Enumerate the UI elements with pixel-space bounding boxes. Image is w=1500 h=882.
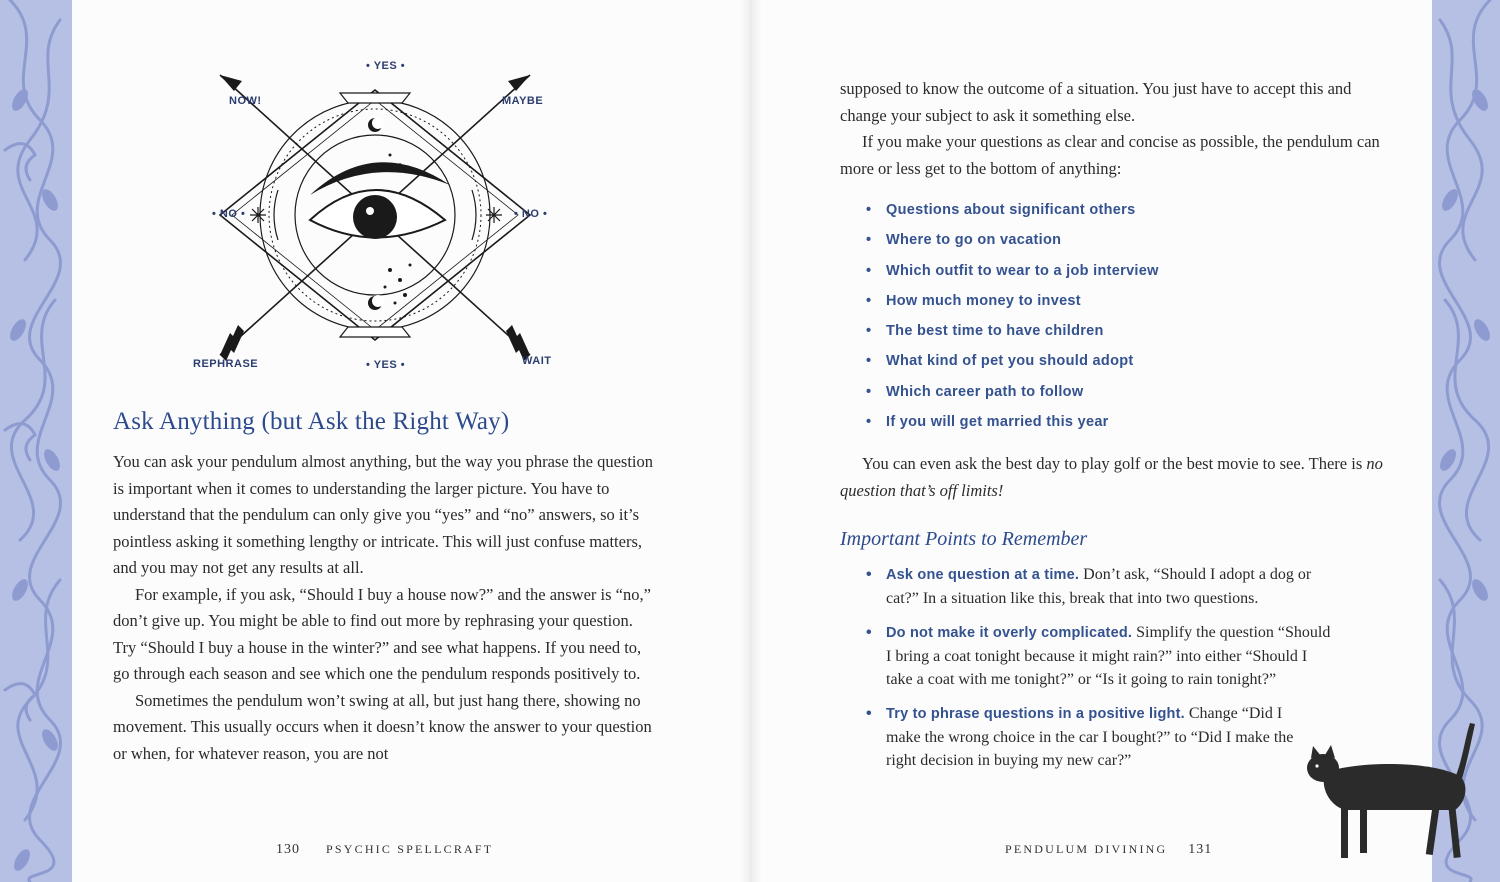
left-floral-border: [0, 0, 72, 882]
list-item: • Questions about significant others: [866, 197, 1159, 227]
list-item: • If you will get married this year: [866, 409, 1159, 439]
running-head: PENDULUM DIVINING: [1005, 842, 1168, 856]
book-gutter: [740, 0, 762, 882]
point-text: Simplify the question “Should I bring a coat tonight because it might rain?” into either “Should I take a coat with me tonight?” or “Is it going to rain tonight?”: [886, 624, 1331, 688]
label-yes-bottom: • YES •: [366, 359, 406, 371]
point-lead: Ask one question at a time.: [886, 567, 1080, 583]
page-number: 131: [1188, 842, 1213, 857]
paragraph-italic: no question that’s off limits!: [840, 454, 1383, 500]
label-maybe: MAYBE: [502, 95, 544, 107]
cat-illustration: [1305, 718, 1485, 863]
list-item: • How much money to invest: [866, 288, 1159, 318]
list-item: • The best time to have children: [866, 318, 1159, 348]
cat-icon: [1305, 718, 1485, 863]
label-rephrase: REPHRASE: [193, 358, 259, 370]
floral-border-pattern: [0, 0, 72, 882]
point-text: Don’t ask, “Should I adopt a dog or cat?” In a situation like this, break that into two questions.: [886, 566, 1312, 607]
label-now: NOW!: [229, 95, 262, 107]
label-yes-top: • YES •: [366, 60, 406, 72]
list-item: [866, 563, 1336, 610]
paragraph: [840, 451, 1390, 504]
point-lead: Try to phrase questions in a positive light.: [886, 706, 1185, 722]
list-item: • Which outfit to wear to a job interview: [866, 258, 1159, 288]
list-item: • Where to go on vacation: [866, 227, 1159, 257]
list-item: • What kind of pet you should adopt: [866, 348, 1159, 378]
footer-right: [1005, 842, 1212, 858]
running-head: PSYCHIC SPELLCRAFT: [326, 842, 494, 856]
paragraph: If you make your questions as clear and concise as possible, the pendulum can more or less get to the bottom of anything:: [840, 132, 1380, 178]
right-body-text-top: [840, 76, 1390, 182]
paragraph-start: You can even ask the best day to play golf or the best movie to see. There is: [862, 454, 1367, 473]
sub-title: Important Points to Remember: [840, 528, 1088, 550]
question-topics-list: [866, 197, 1159, 439]
paragraph: For example, if you ask, “Should I buy a house now?” and the answer is “no,” don’t give up. You might be able to find out more by rephrasing your question. Try “Should I buy a house in the winter?” and see what happens. If you need to, go through each season and see which one the pendulum responds positively to.: [113, 584, 651, 683]
page-number: 130: [276, 842, 300, 857]
paragraph: supposed to know the outcome of a situation. You just have to accept this and change your subject to ask it something else.: [840, 79, 1352, 125]
label-wait: WAIT: [522, 355, 552, 367]
list-item: [866, 621, 1336, 691]
label-no-right: • NO •: [514, 208, 548, 220]
paragraph: You can ask your pendulum almost anything, but the way you phrase the question is important when it comes to understanding the larger picture. You have to understand that the pendulum can only give you “yes” and “no” answers, so it’s pointless asking it something lengthy or intricate. This will just confuse matters, and you may not get any results at all.: [113, 452, 653, 577]
footer-left: [276, 842, 493, 858]
section-title: Ask Anything (but Ask the Right Way): [113, 408, 510, 435]
list-item: • Which career path to follow: [866, 379, 1159, 409]
left-body-text: [113, 449, 658, 767]
paragraph: Sometimes the pendulum won’t swing at all, but just hang there, showing no movement. This usually occurs when it doesn’t know the answer to your question or when, for whatever reason, you are not: [113, 690, 652, 763]
right-body-text-mid: [840, 451, 1390, 504]
label-no-left: • NO •: [212, 208, 246, 220]
point-text: Change “Did I make the wrong choice in the car I bought?” to “Did I make the right decision in buying my new car?”: [886, 705, 1294, 769]
point-lead: Do not make it overly complicated.: [886, 625, 1133, 641]
important-points-list: [866, 563, 1336, 772]
pendulum-chart-diagram: [190, 55, 560, 375]
list-item: [866, 702, 1306, 772]
